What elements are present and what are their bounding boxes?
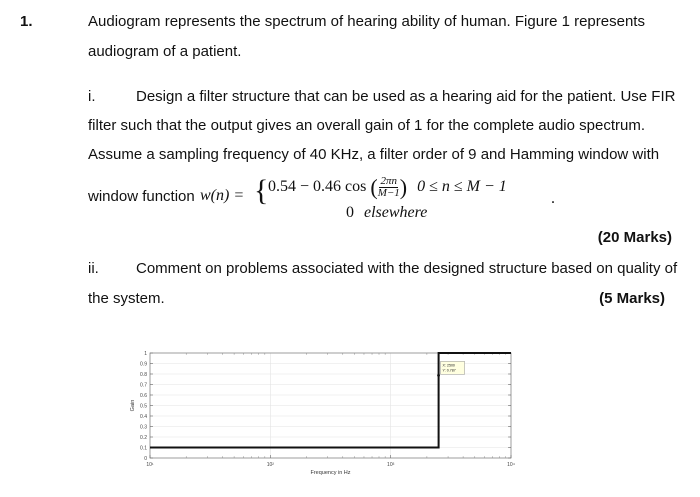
y-tick-label: 0.3 [140,424,147,431]
y-tick-label: 0.5 [140,403,147,410]
equation-lhs: w(n) = [200,187,245,204]
part-ii-label: ii. [88,260,99,277]
part-i-line-2: filter such that the output gives an overall gain of 1 for the complete audio spectrum. [88,117,645,134]
y-tick-label: 0.1 [140,445,147,452]
x-tick-label: 10² [266,462,274,468]
datatip-marker [437,374,440,377]
intro-line-2: audiogram of a patient. [88,43,242,60]
right-paren: ) [399,174,408,200]
part-i-line-3: Assume a sampling frequency of 40 KHz, a filter order of 9 and Hamming window with [88,146,660,163]
part-i-line-1: Design a filter structure that can be used as a hearing aid for the patient. Use FIR [136,88,676,105]
part-i-label: i. [88,88,96,105]
equation-brace: { [254,174,269,207]
cos-fraction [378,176,400,199]
y-tick-label: 0.2 [140,434,147,441]
left-paren: ( [370,174,378,200]
y-tick-label: 0.4 [140,413,147,420]
case-2-expression: 0 [346,204,354,221]
x-tick-label: 10³ [387,462,395,468]
audiogram-chart [120,342,540,492]
y-axis-label: Gain [130,399,136,412]
case-1-condition: 0 ≤ n ≤ M − 1 [417,178,507,196]
datatip-y-label: Y: 0.787 [442,368,456,373]
part-ii-marks: (5 Marks) [599,290,665,307]
x-tick-label: 10⁴ [507,462,515,468]
y-tick-label: 0.6 [140,392,147,399]
part-i-marks: (20 Marks) [597,229,672,246]
fraction-denominator: M−1 [377,187,400,199]
question-number: 1. [20,13,33,30]
fraction-numerator: 2πn [380,175,397,187]
equation-trailing-period: . [551,190,555,207]
equation-case-1 [268,176,507,199]
window-prefix: window function [88,188,195,205]
equation-case-2 [346,204,427,222]
x-axis-label: Frequency in Hz [310,470,351,476]
x-tick-label: 10¹ [146,462,154,468]
part-ii-line-1: Comment on problems associated with the designed structure based on quality of [136,260,678,277]
y-tick-label: 0 [144,455,147,462]
intro-line-1: Audiogram represents the spectrum of hearing ability of human. Figure 1 represents [88,13,645,30]
y-tick-label: 0.7 [140,382,147,389]
y-tick-label: 1 [144,350,147,357]
datatip-x-label: X: 2500 [442,363,455,368]
case-1-expression: 0.54 − 0.46 cos [268,178,367,196]
y-tick-label: 0.9 [140,361,147,368]
case-2-condition: elsewhere [364,204,428,221]
part-ii-line-2: the system. [88,290,165,307]
datatip [437,361,464,376]
y-tick-label: 0.8 [140,371,147,378]
